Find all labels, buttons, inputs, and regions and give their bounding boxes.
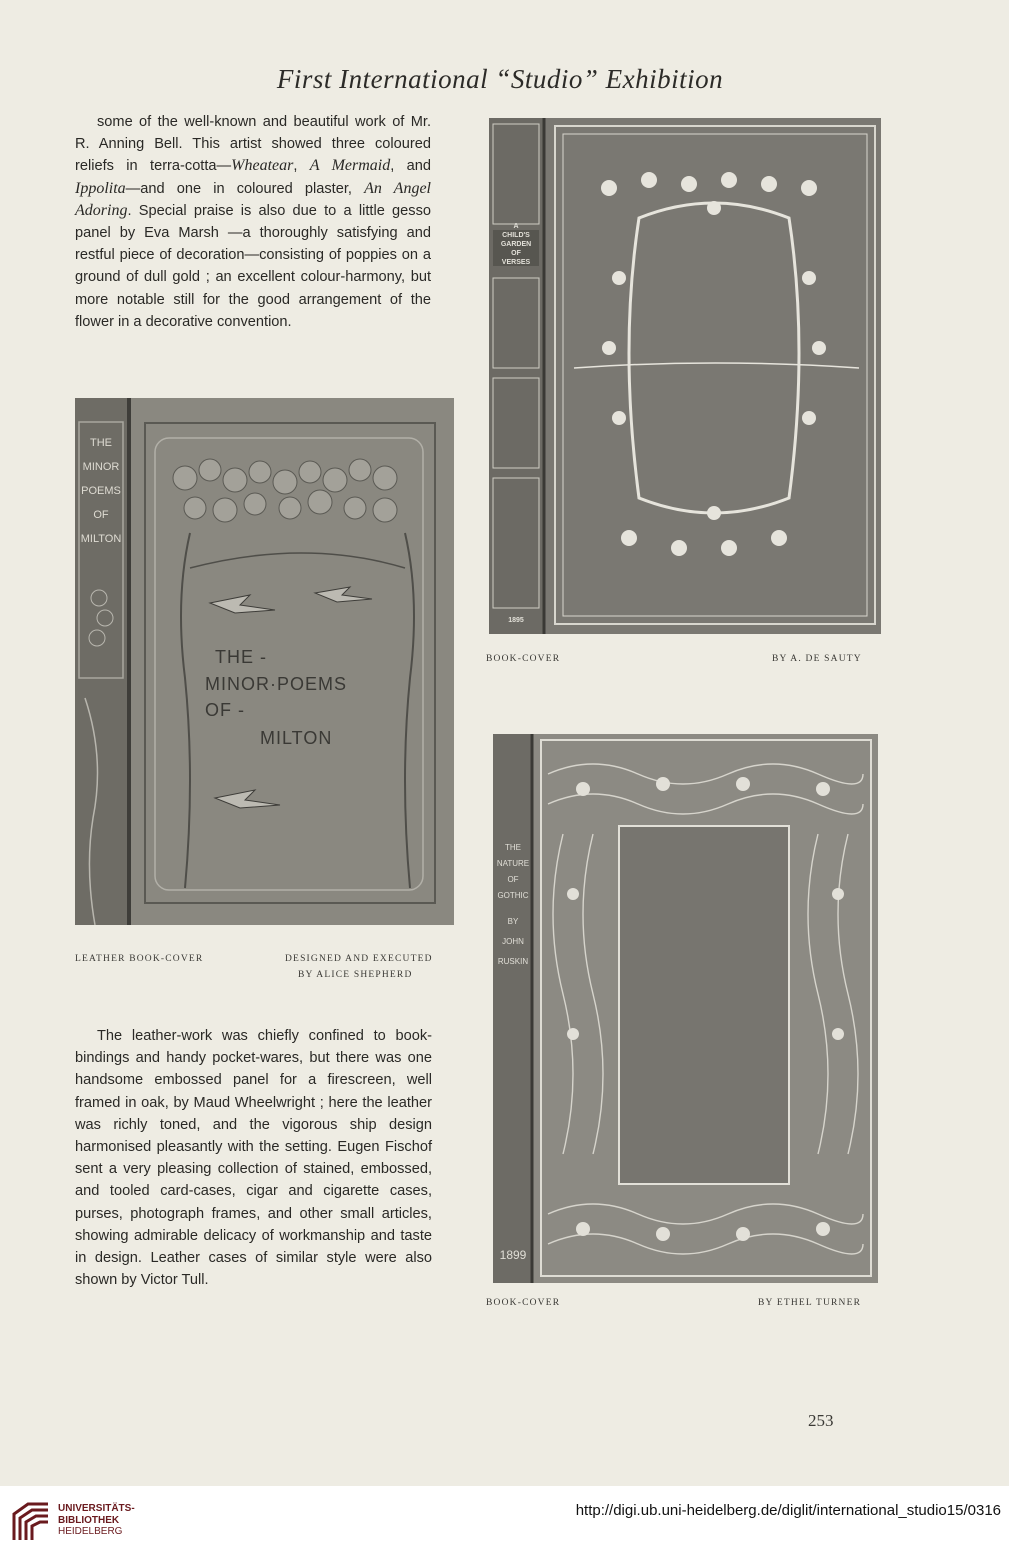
footer-bar: [0, 1486, 1009, 1559]
spine-line-1: A: [513, 223, 519, 230]
cover-line-3: OF -: [205, 700, 245, 720]
page-number: 253: [808, 1411, 834, 1430]
title-ippolita: Ippolita: [75, 179, 126, 197]
title-a-mermaid: A Mermaid: [309, 157, 391, 175]
spine-line-3: GARDEN: [500, 241, 532, 248]
spine-line-1: THE: [90, 437, 112, 449]
spine-line-4: OF: [93, 509, 109, 521]
spine-line-1: THE: [505, 843, 521, 852]
spine-line-2: MINOR: [82, 461, 120, 473]
plate-milton-book-cover: [75, 398, 454, 925]
spine-line-6: JOHN: [502, 937, 524, 946]
caption-plate3-left: BOOK-COVER: [486, 1298, 561, 1308]
cover-center-panel: [619, 826, 789, 1184]
caption-plate2-left: BOOK-COVER: [486, 654, 561, 664]
title-wheatear: Wheatear: [231, 157, 294, 175]
spine-line-2: NATURE: [496, 859, 530, 868]
caption-plate1-left: LEATHER BOOK-COVER: [75, 954, 204, 964]
library-line-3: HEIDELBERG: [58, 1526, 123, 1537]
library-line-2: BIBLIOTHEK: [58, 1514, 120, 1526]
spine: [75, 398, 130, 925]
paragraph-1-text-e: . Special praise is also due to a little gesso panel by Eva Marsh —a thoroughly satisfying and restful piece of decoration—consisting of poppies on a ground of dull gold ; an excellent colour-harmony, but more notable still for the good arrangement of the flower in a decorative convention.: [75, 202, 431, 330]
caption-plate2-right: BY A. DE SAUTY: [772, 654, 862, 664]
spine-line-7: RUSKIN: [497, 957, 529, 966]
plate-childs-garden-book-cover: [489, 118, 881, 634]
paragraph-1: [75, 111, 431, 333]
library-logo-icon: [8, 1500, 54, 1546]
library-line-1: UNIVERSITÄTS-: [58, 1503, 135, 1514]
paragraph-2-text: The leather-work was chiefly confined to book-bindings and handy pocket-wares, but there was one handsome embossed panel for a firescreen, well framed in oak, by Maud Wheelwright ; here the leather was richly toned, and the vigorous ship design harmonised pleasantly with the setting. Eugen Fischof sent a very pleasing collection of stained, embossed, and tooled card-cases, cigar and cigarette cases, purses, photograph frames, and other small articles, showing admirable delicacy of workmanship and taste in design. Leather cases of similar style were also shown by Victor Tull.: [75, 1028, 432, 1289]
spine-line-4: GOTHIC: [497, 891, 529, 900]
plate-ruskin-book-cover: [493, 734, 878, 1283]
cover-line-2: MINOR·POEMS: [205, 674, 348, 694]
paragraph-1-text-a: some of the well-known and beautiful work of Mr. R. Anning Bell. This artist showed three coloured reliefs in terra-cotta—: [75, 114, 431, 175]
spine: [489, 118, 545, 634]
caption-plate1-right-2: BY ALICE SHEPHERD: [298, 970, 413, 980]
spine-line-4: OF: [511, 250, 521, 257]
paragraph-1-text-d: —and one in coloured plaster,: [125, 180, 365, 197]
paragraph-2: [75, 1025, 432, 1291]
spine-line-3: POEMS: [81, 485, 121, 497]
spine-line-5: BY: [507, 917, 519, 926]
cover-line-4: MILTON: [260, 728, 333, 748]
running-head: First International “Studio” Exhibition: [276, 64, 724, 94]
cover-line-1: THE -: [215, 647, 267, 667]
spine-line-3: OF: [507, 875, 519, 884]
caption-plate1-right-1: DESIGNED AND EXECUTED: [285, 954, 433, 964]
spine: [493, 734, 533, 1283]
spine-line-5: VERSES: [501, 259, 531, 266]
spine-line-2: CHILD'S: [502, 232, 530, 239]
paragraph-1-text-b: ,: [293, 158, 310, 175]
paragraph-1-text-c: , and: [390, 158, 432, 175]
spine-year: 1899: [499, 1248, 527, 1262]
title-an-angel-adoring: An Angel Adoring: [75, 179, 431, 219]
source-url[interactable]: http://digi.ub.uni-heidelberg.de/diglit/international_studio15/0316: [575, 1502, 1001, 1519]
spine-line-5: MILTON: [80, 533, 122, 545]
caption-plate3-right: BY ETHEL TURNER: [758, 1298, 862, 1308]
spine-year: 1895: [508, 617, 524, 624]
library-name: [58, 1503, 135, 1538]
